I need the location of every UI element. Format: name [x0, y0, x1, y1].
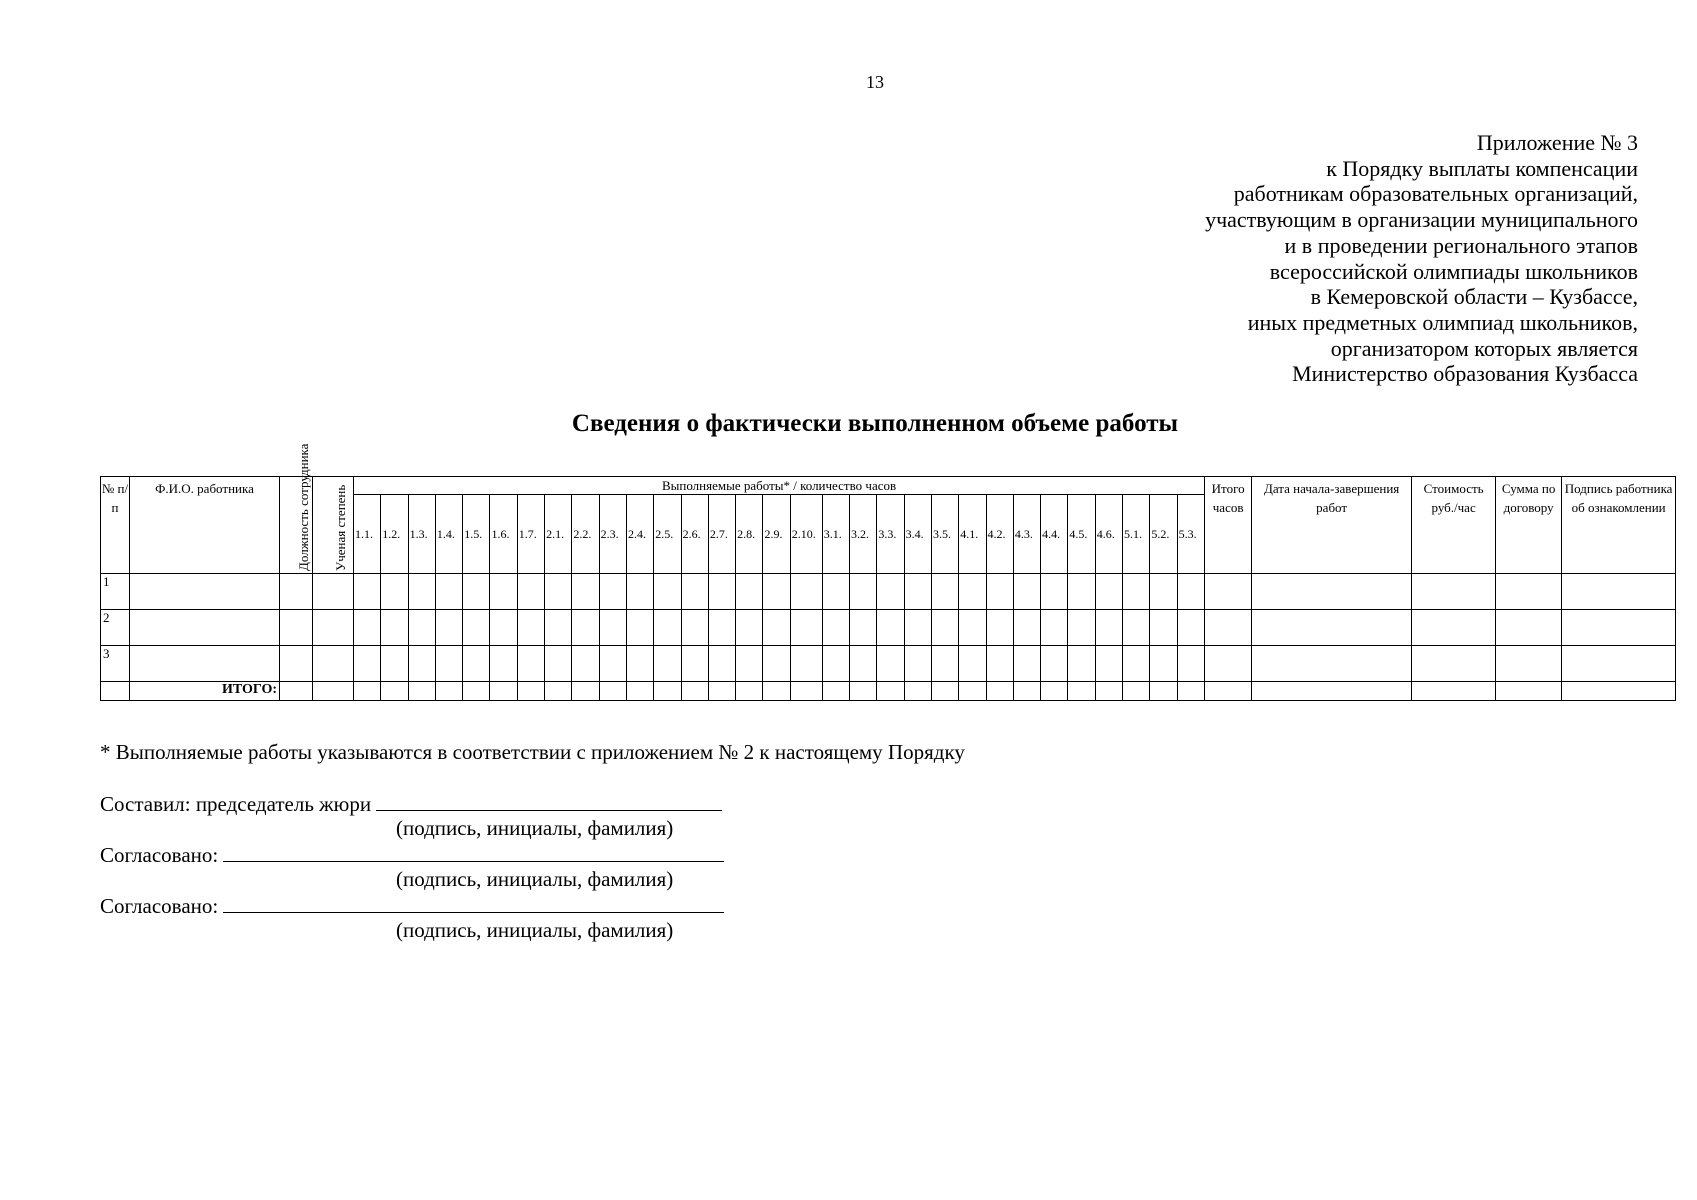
- signature-hint: (подпись, инициалы, фамилия): [396, 918, 674, 942]
- work-code-header: 1.3.: [408, 495, 435, 574]
- total-cell[interactable]: [904, 682, 931, 701]
- table-cell[interactable]: [130, 646, 280, 682]
- table-cell[interactable]: [354, 646, 381, 682]
- table-cell: [101, 682, 130, 701]
- row-number: 2: [101, 610, 130, 646]
- work-code-header: 4.2.: [986, 495, 1013, 574]
- table-cell[interactable]: [736, 610, 763, 646]
- total-cell[interactable]: [1562, 682, 1676, 701]
- table-cell[interactable]: [408, 574, 435, 610]
- total-cell[interactable]: [931, 682, 958, 701]
- work-code-header: 3.2.: [850, 495, 877, 574]
- table-cell[interactable]: [1123, 646, 1150, 682]
- table-cell[interactable]: [763, 646, 790, 682]
- table-cell[interactable]: [280, 574, 313, 610]
- work-code-header: 3.1.: [822, 495, 849, 574]
- header-degree-label: Ученая степень: [333, 484, 348, 571]
- table-cell[interactable]: [280, 646, 313, 682]
- table-cell[interactable]: [626, 574, 653, 610]
- total-cell[interactable]: [1252, 682, 1412, 701]
- table-row: [101, 646, 1676, 682]
- table-cell[interactable]: [354, 610, 381, 646]
- table-cell[interactable]: [986, 574, 1013, 610]
- table-cell[interactable]: [1013, 610, 1040, 646]
- compiled-signature-row: [100, 790, 722, 817]
- table-cell[interactable]: [572, 574, 599, 610]
- table-cell[interactable]: [790, 610, 822, 646]
- table-cell[interactable]: [959, 574, 986, 610]
- work-code-header: 3.4.: [904, 495, 931, 574]
- total-cell[interactable]: [790, 682, 822, 701]
- total-cell[interactable]: [545, 682, 572, 701]
- total-cell[interactable]: [681, 682, 708, 701]
- table-cell[interactable]: [1412, 646, 1496, 682]
- work-code-header: 1.6.: [490, 495, 517, 574]
- total-cell[interactable]: [280, 682, 313, 701]
- work-code-header: 4.5.: [1068, 495, 1095, 574]
- table-cell[interactable]: [599, 646, 626, 682]
- work-code-header: 2.6.: [681, 495, 708, 574]
- table-cell[interactable]: [572, 646, 599, 682]
- table-cell[interactable]: [850, 610, 877, 646]
- table-cell[interactable]: [1205, 610, 1252, 646]
- table-cell[interactable]: [1068, 646, 1095, 682]
- table-cell[interactable]: [381, 574, 408, 610]
- table-cell[interactable]: [708, 610, 735, 646]
- row-number: 3: [101, 646, 130, 682]
- work-code-header: 2.4.: [626, 495, 653, 574]
- table-cell[interactable]: [1412, 574, 1496, 610]
- header-works: Выполняемые работы* / количество часов: [354, 477, 1205, 495]
- table-cell[interactable]: [130, 574, 280, 610]
- work-code-header: 4.4.: [1041, 495, 1068, 574]
- table-cell[interactable]: [599, 574, 626, 610]
- table-cell[interactable]: [986, 646, 1013, 682]
- table-cell[interactable]: [708, 646, 735, 682]
- appendix-line: участвующим в организации муниципального: [1205, 207, 1638, 233]
- compiled-signature-line[interactable]: [376, 790, 722, 811]
- table-cell[interactable]: [790, 646, 822, 682]
- table-cell[interactable]: [959, 610, 986, 646]
- table-cell[interactable]: [986, 610, 1013, 646]
- table-cell[interactable]: [708, 574, 735, 610]
- table-cell[interactable]: [850, 574, 877, 610]
- table-cell[interactable]: [463, 574, 490, 610]
- header-sum: Сумма по договору: [1496, 477, 1562, 574]
- total-cell[interactable]: [1041, 682, 1068, 701]
- work-code-header: 1.5.: [463, 495, 490, 574]
- table-cell[interactable]: [1150, 610, 1177, 646]
- header-cost: Стоимость руб./час: [1412, 477, 1496, 574]
- table-cell[interactable]: [1562, 574, 1676, 610]
- total-cell[interactable]: [822, 682, 849, 701]
- table-cell[interactable]: [1095, 646, 1122, 682]
- total-cell[interactable]: [354, 682, 381, 701]
- total-cell[interactable]: [959, 682, 986, 701]
- table-cell[interactable]: [1150, 646, 1177, 682]
- total-cell[interactable]: [1068, 682, 1095, 701]
- total-cell[interactable]: [572, 682, 599, 701]
- table-cell[interactable]: [435, 646, 462, 682]
- table-cell[interactable]: [1041, 574, 1068, 610]
- table-cell[interactable]: [490, 574, 517, 610]
- work-code-header: 2.1.: [545, 495, 572, 574]
- compiled-label: Составил: председатель жюри: [100, 792, 372, 816]
- table-cell[interactable]: [408, 646, 435, 682]
- total-cell[interactable]: [517, 682, 544, 701]
- table-cell[interactable]: [313, 646, 354, 682]
- work-code-header: 1.2.: [381, 495, 408, 574]
- work-code-header: 5.1.: [1123, 495, 1150, 574]
- header-dates: Дата начала-завершения работ: [1252, 477, 1412, 574]
- appendix-line: иных предметных олимпиад школьников,: [1247, 309, 1638, 335]
- appendix-line: и в проведении регионального этапов: [1284, 232, 1638, 258]
- header-position: [280, 443, 313, 574]
- table-cell[interactable]: [959, 646, 986, 682]
- total-cell[interactable]: [850, 682, 877, 701]
- table-cell[interactable]: [1177, 574, 1205, 610]
- appendix-line: в Кемеровской области – Кузбассе,: [1310, 284, 1638, 310]
- header-fio: Ф.И.О. работника: [130, 477, 280, 574]
- table-cell[interactable]: [1041, 646, 1068, 682]
- table-cell[interactable]: [1123, 610, 1150, 646]
- table-cell[interactable]: [931, 574, 958, 610]
- total-cell[interactable]: [1177, 682, 1205, 701]
- total-cell[interactable]: [1496, 682, 1562, 701]
- table-row: [101, 574, 1676, 610]
- work-code-header: 2.10.: [790, 495, 822, 574]
- work-code-header: 2.8.: [736, 495, 763, 574]
- total-row: [101, 682, 1676, 701]
- table-cell[interactable]: [1177, 610, 1205, 646]
- document-title: Сведения о фактически выполненном объеме работы: [571, 410, 1179, 437]
- appendix-line: организатором которых является: [1330, 335, 1638, 361]
- table-cell[interactable]: [1095, 610, 1122, 646]
- table-cell[interactable]: [763, 610, 790, 646]
- table-cell[interactable]: [736, 574, 763, 610]
- table-cell[interactable]: [626, 646, 653, 682]
- agreed-signature-line-2[interactable]: [223, 892, 724, 913]
- table-cell[interactable]: [681, 646, 708, 682]
- table-cell[interactable]: [1068, 610, 1095, 646]
- table-cell[interactable]: [790, 574, 822, 610]
- work-code-header: 3.5.: [931, 495, 958, 574]
- total-cell[interactable]: [626, 682, 653, 701]
- table-cell[interactable]: [877, 646, 904, 682]
- total-cell[interactable]: [1123, 682, 1150, 701]
- table-cell[interactable]: [313, 574, 354, 610]
- header-num: № п/п: [101, 477, 130, 574]
- appendix-line: всероссийской олимпиады школьников: [1269, 258, 1638, 284]
- table-cell[interactable]: [1013, 646, 1040, 682]
- work-code-header: 2.3.: [599, 495, 626, 574]
- work-code-header: 2.9.: [763, 495, 790, 574]
- appendix-block: [1205, 130, 1638, 387]
- total-cell[interactable]: [1150, 682, 1177, 701]
- total-cell[interactable]: [490, 682, 517, 701]
- table-cell[interactable]: [408, 610, 435, 646]
- header-position-label: Должность сотрудника: [296, 443, 311, 571]
- table-cell[interactable]: [763, 574, 790, 610]
- table-cell[interactable]: [313, 610, 354, 646]
- table-cell[interactable]: [1068, 574, 1095, 610]
- total-cell[interactable]: [877, 682, 904, 701]
- table-cell[interactable]: [280, 610, 313, 646]
- table-cell[interactable]: [130, 610, 280, 646]
- header-sign: Подпись работника об ознакомлении: [1562, 477, 1676, 574]
- table-cell[interactable]: [1150, 574, 1177, 610]
- total-cell[interactable]: [435, 682, 462, 701]
- table-cell[interactable]: [1562, 610, 1676, 646]
- table-cell[interactable]: [931, 646, 958, 682]
- table-cell[interactable]: [1252, 610, 1412, 646]
- total-cell[interactable]: [463, 682, 490, 701]
- work-code-header: 1.7.: [517, 495, 544, 574]
- footnote: * Выполняемые работы указываются в соответствии с приложением № 2 к настоящему Порядку: [100, 740, 965, 764]
- work-code-header: 5.3.: [1177, 495, 1205, 574]
- agreed-signature-row-1: [100, 841, 724, 868]
- table-cell[interactable]: [877, 610, 904, 646]
- table-cell[interactable]: [822, 610, 849, 646]
- table-cell[interactable]: [545, 610, 572, 646]
- table-cell[interactable]: [931, 610, 958, 646]
- signature-hint: (подпись, инициалы, фамилия): [396, 867, 674, 891]
- total-cell[interactable]: [986, 682, 1013, 701]
- total-cell[interactable]: [763, 682, 790, 701]
- work-code-header: 2.7.: [708, 495, 735, 574]
- total-cell[interactable]: [736, 682, 763, 701]
- work-code-header: 1.1.: [354, 495, 381, 574]
- table-cell[interactable]: [545, 646, 572, 682]
- table-cell[interactable]: [904, 574, 931, 610]
- table-cell[interactable]: [736, 646, 763, 682]
- work-code-header: 5.2.: [1150, 495, 1177, 574]
- total-cell[interactable]: [654, 682, 681, 701]
- table-cell[interactable]: [1562, 646, 1676, 682]
- table-cell[interactable]: [904, 610, 931, 646]
- page-number: 13: [866, 72, 884, 92]
- row-number: 1: [101, 574, 130, 610]
- table-cell[interactable]: [681, 610, 708, 646]
- work-code-header: 4.1.: [959, 495, 986, 574]
- table-cell[interactable]: [1205, 646, 1252, 682]
- total-cell[interactable]: [381, 682, 408, 701]
- table-cell[interactable]: [1123, 574, 1150, 610]
- table-cell[interactable]: [654, 610, 681, 646]
- header-degree: [313, 477, 354, 574]
- table-cell[interactable]: [1496, 610, 1562, 646]
- table-cell[interactable]: [850, 646, 877, 682]
- appendix-line: Приложение № 3: [1476, 130, 1638, 155]
- appendix-line: Министерство образования Кузбасса: [1292, 361, 1638, 387]
- work-code-header: 2.2.: [572, 495, 599, 574]
- table-cell[interactable]: [435, 574, 462, 610]
- table-cell[interactable]: [545, 574, 572, 610]
- table-row: [101, 610, 1676, 646]
- table-cell[interactable]: [1095, 574, 1122, 610]
- table-cell[interactable]: [354, 574, 381, 610]
- total-cell[interactable]: [1013, 682, 1040, 701]
- total-label: ИТОГО:: [130, 682, 280, 701]
- total-cell[interactable]: [1205, 682, 1252, 701]
- total-cell[interactable]: [408, 682, 435, 701]
- table-cell[interactable]: [517, 646, 544, 682]
- table-cell[interactable]: [1412, 610, 1496, 646]
- agreed-label-1: Согласовано:: [100, 843, 219, 867]
- agreed-signature-line-1[interactable]: [223, 841, 724, 862]
- table-cell[interactable]: [572, 610, 599, 646]
- table-cell[interactable]: [877, 574, 904, 610]
- table-cell[interactable]: [463, 610, 490, 646]
- total-cell[interactable]: [599, 682, 626, 701]
- work-volume-table: [100, 443, 1676, 701]
- table-cell[interactable]: [1205, 574, 1252, 610]
- table-cell[interactable]: [1041, 610, 1068, 646]
- work-code-header: 4.6.: [1095, 495, 1122, 574]
- table-cell[interactable]: [1177, 646, 1205, 682]
- total-cell[interactable]: [1095, 682, 1122, 701]
- table-cell[interactable]: [1252, 646, 1412, 682]
- table-cell[interactable]: [681, 574, 708, 610]
- total-cell[interactable]: [1412, 682, 1496, 701]
- table-cell[interactable]: [1496, 646, 1562, 682]
- table-cell[interactable]: [654, 574, 681, 610]
- total-cell[interactable]: [708, 682, 735, 701]
- table-cell[interactable]: [435, 610, 462, 646]
- table-cell[interactable]: [822, 646, 849, 682]
- table-cell[interactable]: [490, 610, 517, 646]
- appendix-line: работникам образовательных организаций,: [1233, 181, 1638, 207]
- table-cell[interactable]: [1013, 574, 1040, 610]
- agreed-signature-row-2: [100, 892, 724, 919]
- table-cell[interactable]: [490, 646, 517, 682]
- signature-hint: (подпись, инициалы, фамилия): [396, 816, 674, 840]
- table-cell[interactable]: [654, 646, 681, 682]
- work-code-header: 4.3.: [1013, 495, 1040, 574]
- total-cell[interactable]: [313, 682, 354, 701]
- table-cell[interactable]: [626, 610, 653, 646]
- table-cell[interactable]: [599, 610, 626, 646]
- agreed-label-2: Согласовано:: [100, 894, 219, 918]
- table-cell[interactable]: [463, 646, 490, 682]
- table-cell[interactable]: [1252, 574, 1412, 610]
- table-cell[interactable]: [381, 610, 408, 646]
- appendix-line: к Порядку выплаты компенсации: [1326, 155, 1638, 181]
- work-code-header: 3.3.: [877, 495, 904, 574]
- work-code-header: 1.4.: [435, 495, 462, 574]
- table-cell[interactable]: [381, 646, 408, 682]
- work-code-header: 2.5.: [654, 495, 681, 574]
- table-cell[interactable]: [517, 574, 544, 610]
- table-cell[interactable]: [822, 574, 849, 610]
- table-cell[interactable]: [904, 646, 931, 682]
- table-cell[interactable]: [517, 610, 544, 646]
- table-cell[interactable]: [1496, 574, 1562, 610]
- header-total-hours: Итого часов: [1205, 477, 1252, 574]
